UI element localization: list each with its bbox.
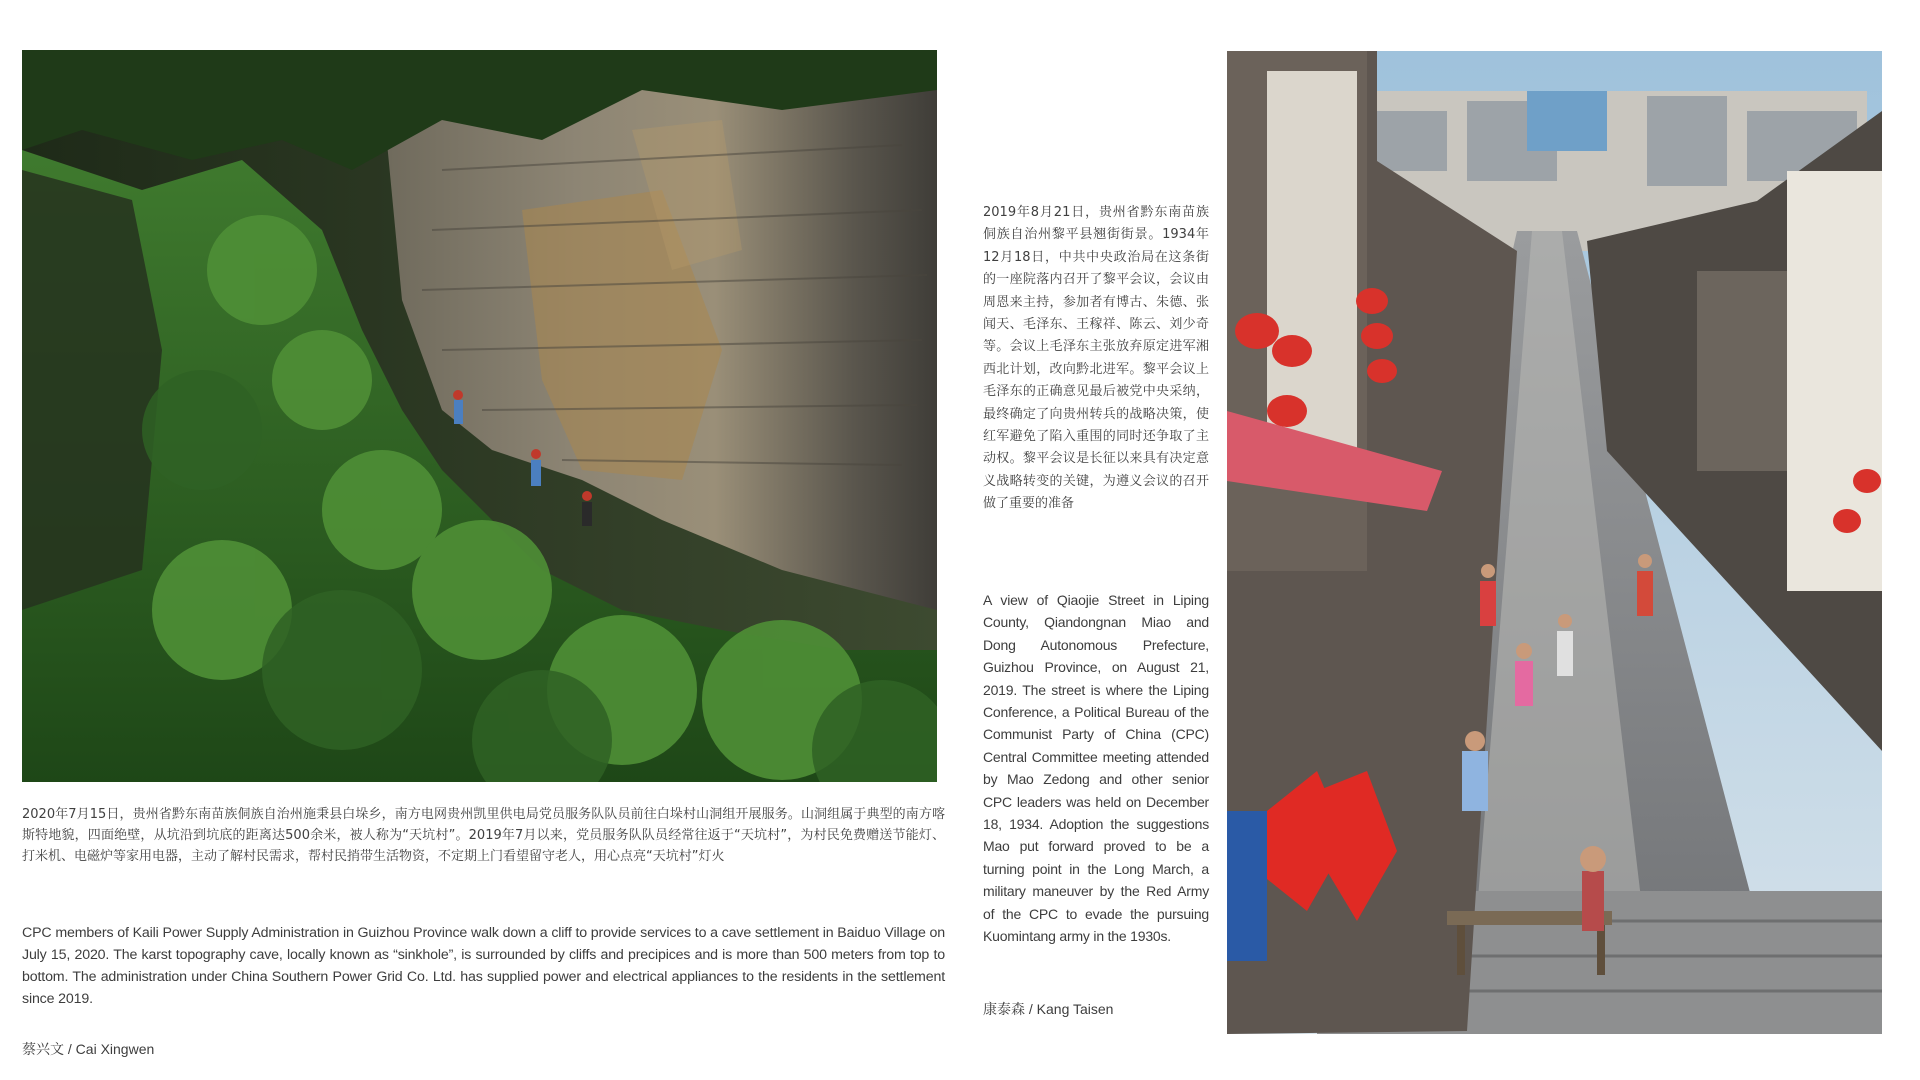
right-photo-credit: 康泰森 / Kang Taisen: [983, 1001, 1114, 1017]
qiaojie-street-photo: [1227, 51, 1882, 1034]
cliff-cave-illustration: [22, 50, 937, 782]
left-photo-credit: 蔡兴文 / Cai Xingwen: [22, 1041, 155, 1057]
left-caption-chinese: 2020年7月15日，贵州省黔东南苗族侗族自治州施秉县白垛乡，南方电网贵州凯里供电局党员服务队队员前往白垛村山洞组开展服务。山洞组属于典型的南方喀斯特地貌，四面绝壁，从坑沿到坑底的距离达500余米，被人称为“天坑村”。2019年7月以来，党员服务队队员经常往返于“天坑村”，为村民免费赠送节能灯、打米机、电磁炉等家用电器，主动了解村民需求，帮村民捎带生活物资，不定期上门看望留守老人，用心点亮“天坑村”灯火: [22, 807, 945, 864]
left-caption-english: CPC members of Kaili Power Supply Administration in Guizhou Province walk down a cliff to provide services to a cave settlement in Baiduo Village on July 15, 2020. The karst topography cave, locally known as “sinkhole”, is surrounded by cliffs and precipices and is more than 500 meters from top to bottom. The administration under China Southern Power Grid Co. Ltd. has supplied power and electrical appliances to the residents in the settlement since 2019.: [22, 925, 945, 1007]
right-caption-chinese: 2019年8月21日，贵州省黔东南苗族侗族自治州黎平县翘街街景。1934年12月18日，中共中央政治局在这条街的一座院落内召开了黎平会议，会议由周恩来主持，参加者有博古、朱德、张闻天、毛泽东、王稼祥、陈云、刘少奇等。会议上毛泽东主张放弃原定进军湘西北计划，改向黔北进军。黎平会议上毛泽东的正确意见最后被党中央采纳，最终确定了向贵州转兵的战略决策，使红军避免了陷入重围的同时还争取了主动权。黎平会议是长征以来具有决定意义战略转变的关键，为遵义会议的召开做了重要的准备: [983, 205, 1209, 512]
cliff-cave-photo: [22, 50, 937, 782]
right-caption-english: A view of Qiaojie Street in Liping County, Qiandongnan Miao and Dong Autonomous Prefecture, Guizhou Province, on August 21, 2019. The street is where the Liping Conference, a Political Bureau of the Communist Party of China (CPC) Central Committee meeting attended by Mao Zedong and other senior CPC leaders was held on December 18, 1934. Adoption the suggestions Mao put forward proved to be a turning point in the Long March, a military maneuver by the Red Army of the CPC to evade the pursuing Kuomintang army in the 1930s.: [983, 592, 1209, 945]
street-illustration: [1227, 51, 1882, 1034]
